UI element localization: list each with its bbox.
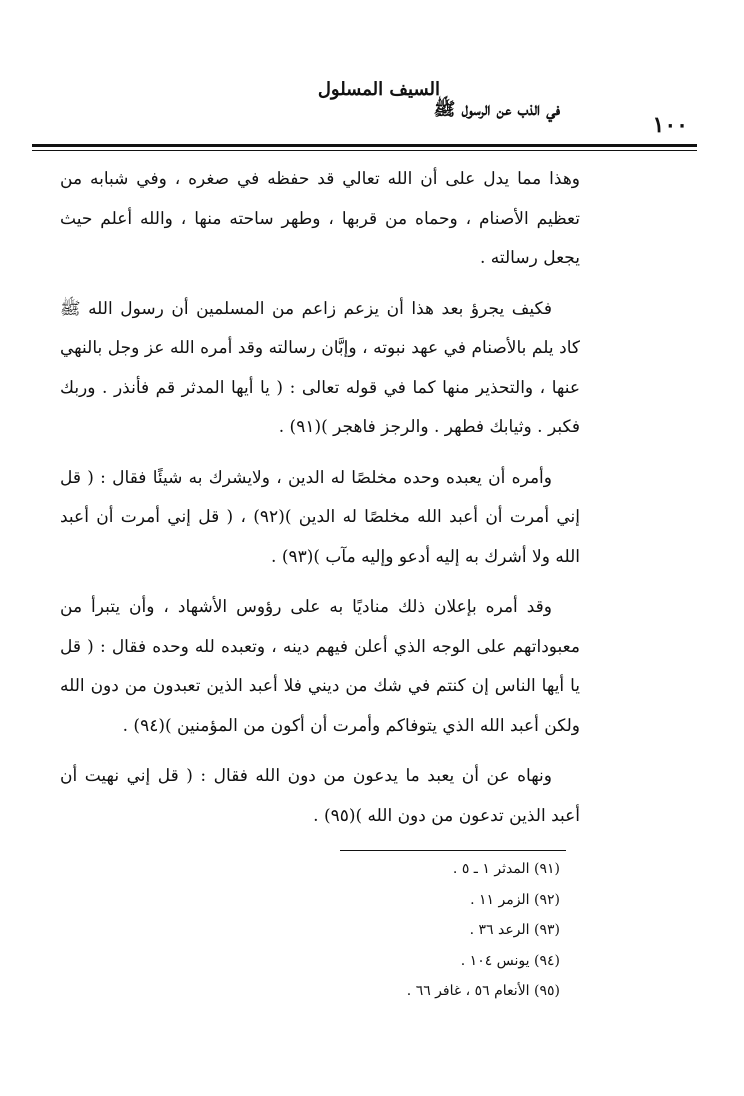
header-title-line-2: في الذب عن الرسول ﷺ [433,99,560,120]
paragraph: وأمره أن يعبده وحده مخلصًا له الدين ، ولايشرك به شيئًا فقال : ( قل إني أمرت أن أعبد الله مخلصًا له الدين )(٩٢) ، ( قل إني أمرت أن أعبد الله ولا أشرك به إليه أدعو وإليه مآب )(٩٣) . [60,467,580,567]
page-number: ١٠٠ [652,112,688,138]
footnote-item: (٩٥) الأنعام ٥٦ ، غافر ٦٦ . [406,983,560,999]
footnote-item: (٩١) المدثر ١ ـ ٥ . [452,861,560,877]
paragraph: وهذا مما يدل على أن الله تعالي قد حفظه في صغره ، وفي شبابه من تعظيم الأصنام ، وحماه من قربها ، وطهر ساحته منها ، والله أعلم حيث يجعل رسالته . [60,169,580,268]
footnote-item: (٩٤) يونس ١٠٤ . [460,952,560,969]
footnote-item: (٩٣) الرعد ٣٦ . [469,922,560,938]
header-rule-thick [32,144,697,147]
main-text [60,160,580,847]
footnote-item: (٩٢) الزمر ١١ . [470,891,560,908]
header-title-line-1: السيف المسلول [317,79,440,100]
footnotes [60,854,560,1007]
paragraph: فكيف يجرؤ بعد هذا أن يزعم زاعم من المسلمين أن رسول الله ﷺ كاد يلم بالأصنام في عهد نبوته ، وإبَّان رسالته وقد أمره الله عز وجل بالنهي عنها ، والتحذير منها كما في قوله تعالى : ( يا أيها المدثر قم فأنذر . وربك فكبر . وثيابك فطهر . والرجز فاهجر )(٩١) . [60,298,580,437]
paragraph: ونهاه عن أن يعبد ما يدعون من دون الله فقال : ( قل إني نهيت أن أعبد الذين تدعون من دون الله )(٩٥) . [60,766,580,826]
running-header-title [60,80,560,120]
header-rule-thin [32,150,697,151]
paragraph: وقد أمره بإعلان ذلك مناديًا به على رؤوس الأشهاد ، وأن يتبرأ من معبوداتهم على الوجه الذي أعلن فيهم دينه ، وتعبده لله وحده فقال : ( قل يا أيها الناس إن كنتم في شك من ديني فلا أعبد الذين تعبدون من دون الله ولكن أعبد الله الذي يتوفاكم وأمرت أن أكون من المؤمنين )(٩٤) . [60,597,580,736]
footnote-separator [340,850,566,851]
